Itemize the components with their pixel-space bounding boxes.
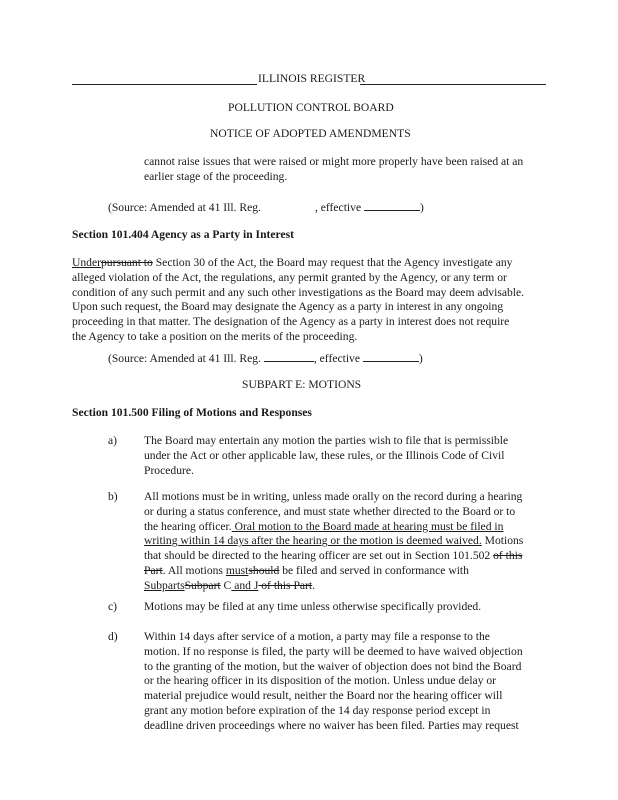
body-line: deadline driven proceedings where no waiver has been filed. Parties may request bbox=[144, 718, 519, 732]
section-heading: Section 101.404 Agency as a Party in Interest bbox=[72, 228, 294, 241]
subsection-label: a) bbox=[108, 434, 118, 447]
body-line: proceeding in that matter. The designation of the Agency as a party in interest does not require bbox=[72, 315, 510, 329]
body-line: or the hearing officer in its disposition of the motion. Unless undue delay or bbox=[144, 674, 497, 688]
board-name: POLLUTION CONTROL BOARD bbox=[228, 101, 394, 114]
body-text: Section 30 of the Act, the Board may request that the Agency investigate any bbox=[152, 256, 513, 269]
body-text: . bbox=[312, 578, 316, 592]
inserted-text: must bbox=[225, 563, 249, 577]
source-note bbox=[108, 199, 424, 215]
notice-title: NOTICE OF ADOPTED AMENDMENTS bbox=[210, 127, 411, 140]
body-line: Within 14 days after service of a motion, a party may file a response to the bbox=[144, 630, 490, 643]
body-text: the hearing officer. bbox=[144, 519, 232, 533]
subsection-a-body bbox=[144, 434, 544, 478]
header-rule-right bbox=[360, 84, 546, 85]
body-line: material prejudice would result, neither the Board nor the hearing officer will bbox=[144, 689, 503, 703]
inserted-text: Oral motion to the Board made at hearing must be filed in bbox=[231, 519, 504, 533]
subsection-label: b) bbox=[108, 490, 118, 503]
source-effective: , effective bbox=[314, 201, 362, 214]
body-line: The Board may entertain any motion the parties wish to file that is permissible bbox=[144, 434, 509, 447]
body-line bbox=[144, 534, 544, 549]
body-text: be filed and served in conformance with bbox=[279, 563, 469, 577]
body-text: Motions bbox=[481, 534, 524, 548]
continuation-line: earlier stage of the proceeding. bbox=[144, 170, 288, 183]
source-prefix: (Source: Amended at 41 Ill. Reg. bbox=[108, 352, 261, 365]
source-note bbox=[108, 350, 423, 366]
continuation-line: cannot raise issues that were raised or might more properly have been raised at an bbox=[144, 155, 524, 168]
body-line: or during a status conference, and must state whether directed to the Board or to bbox=[144, 504, 516, 518]
body-line bbox=[144, 579, 544, 594]
deleted-text: Part bbox=[144, 563, 163, 577]
body-line: alleged violation of the Act, the regulations, any permit granted by the Agency, or any term or bbox=[72, 270, 507, 284]
inserted-text: and J bbox=[231, 578, 259, 592]
body-line: condition of any such permit and any such other investigations as the Board may deem advisable. bbox=[72, 285, 525, 299]
inserted-text: Under bbox=[72, 256, 101, 269]
body-line: All motions must be in writing, unless made orally on the record during a hearing bbox=[144, 490, 523, 503]
deleted-text: of this Part bbox=[258, 578, 313, 592]
body-line: to the granting of the motion, but the waiver of objection does not bind the Board bbox=[144, 659, 522, 673]
body-line bbox=[72, 256, 552, 271]
section-heading: Section 101.500 Filing of Motions and Responses bbox=[72, 406, 312, 419]
body-line bbox=[144, 564, 544, 579]
body-line: Procedure. bbox=[144, 463, 194, 477]
blank-reg-number bbox=[261, 200, 315, 211]
source-effective: , effective bbox=[313, 352, 360, 365]
subsection-label: d) bbox=[108, 630, 118, 643]
body-text: . All motions bbox=[162, 563, 226, 577]
deleted-text: should bbox=[248, 563, 280, 577]
subsection-d-body bbox=[144, 630, 544, 734]
header-rule-left bbox=[72, 84, 257, 85]
blank-reg-number bbox=[264, 350, 314, 362]
body-line: the Agency to take a position on the merits of the proceeding. bbox=[72, 329, 358, 343]
body-line bbox=[144, 520, 544, 535]
body-line: motion. If no response is filed, the party will be deemed to have waived objection bbox=[144, 644, 523, 658]
subsection-c-body: Motions may be filed at any time unless otherwise specifically provided. bbox=[144, 600, 482, 613]
body-line: grant any motion before expiration of the 14 day response period except in bbox=[144, 703, 491, 717]
source-close: ) bbox=[418, 352, 423, 365]
blank-effective-date bbox=[363, 350, 419, 362]
subsection-label: c) bbox=[108, 600, 118, 613]
source-close: ) bbox=[420, 201, 424, 214]
section-404-body bbox=[72, 256, 552, 345]
body-line: Upon such request, the Board may designate the Agency as a party in interest in any ongoing bbox=[72, 300, 504, 314]
register-title: ILLINOIS REGISTER bbox=[258, 72, 366, 85]
inserted-text: writing within 14 days after the hearing or the motion is deemed waived. bbox=[144, 534, 482, 548]
body-line: under the Act or other applicable law, these rules, or the Illinois Code of Civil bbox=[144, 448, 505, 462]
body-line bbox=[144, 549, 544, 564]
subpart-heading: SUBPART E: MOTIONS bbox=[242, 378, 362, 391]
body-text: C bbox=[220, 578, 232, 592]
subsection-b-body bbox=[144, 490, 544, 594]
body-text: that should be directed to the hearing officer are set out in Section 101.502 bbox=[144, 549, 491, 563]
source-prefix: (Source: Amended at 41 Ill. Reg. bbox=[108, 201, 261, 214]
inserted-text: Subparts bbox=[144, 578, 185, 592]
deleted-text: of this bbox=[493, 549, 523, 563]
deleted-text: pursuant to bbox=[100, 256, 153, 269]
blank-effective-date bbox=[364, 199, 420, 211]
deleted-text: Subpart bbox=[184, 578, 221, 592]
